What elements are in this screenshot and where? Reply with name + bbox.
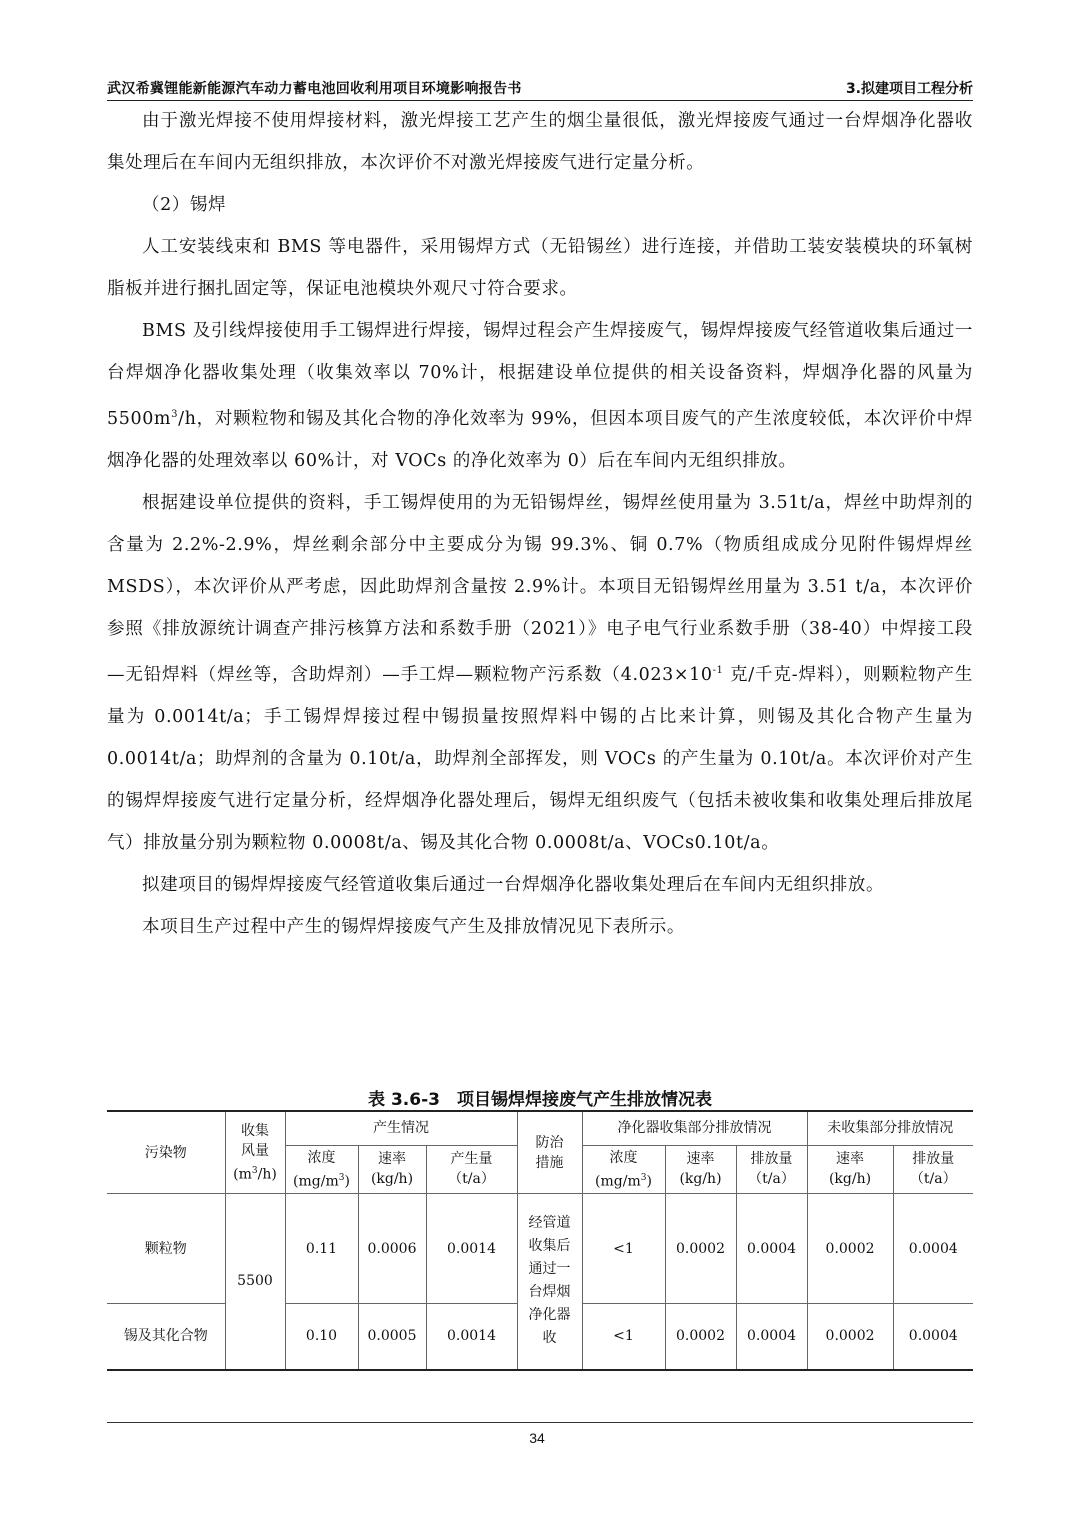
body-text bbox=[107, 100, 973, 948]
cell-purifier-rate: 0.0002 bbox=[665, 1194, 736, 1304]
header-uncollected: 未收集部分排放情况 bbox=[807, 1111, 973, 1145]
subheader-rate: 速率 (kg/h) bbox=[665, 1145, 736, 1194]
subheading-tin-soldering: （2）锡焊 bbox=[142, 195, 227, 215]
cell-uncollected-rate: 0.0002 bbox=[807, 1304, 893, 1370]
subheader-emission: 排放量 （t/a） bbox=[893, 1145, 973, 1194]
cell-uncollected-emission: 0.0004 bbox=[893, 1194, 973, 1304]
header-generation: 产生情况 bbox=[285, 1111, 517, 1145]
header-pollutant: 污染物 bbox=[107, 1111, 225, 1194]
section-title: 3.拟建项目工程分析 bbox=[845, 81, 973, 97]
cell-rate: 0.0006 bbox=[358, 1194, 426, 1304]
cell-rate: 0.0005 bbox=[358, 1304, 426, 1370]
subheader-rate: 速率 (kg/h) bbox=[807, 1145, 893, 1194]
subheader-rate: 速率 (kg/h) bbox=[358, 1145, 426, 1194]
paragraph-solder-data: 根据建设单位提供的资料，手工锡焊使用的为无铅锡焊丝，锡焊丝使用量为 3.51t/a，焊丝中助焊剂的含量为 2.2%-2.9%，焊丝剩余部分中主要成分为锡 99.3%、铜 0.7%（物质组成成分见附件锡焊焊丝 MSDS），本次评价从严考虑，因此助焊剂含量按 2.9%计。本项目无铅锡焊丝用量为 3.51 t/a，本次评价参照《排放源统计调查产排污核算方法和系数手册（2021）》电子电气行业系数手册（38-40）中焊接工段—无铅焊料（焊丝等，含助焊剂）—手工焊—颗粒物产污系数（$4.023\times 10^{-1}$ 克/千克-焊料），则颗粒物产生量为 0.0014t/a；手工锡焊焊接过程中锡损量按照焊料中锡的占比来计算，则锡及其化合物产生量为 0.0014t/a；助焊剂的含量为 0.10t/a，助焊剂全部挥发，则 VOCs 的产生量为 0.10t/a。本次评价对产生的锡焊焊接废气进行定量分析，经焊烟净化器处理后，锡焊无组织废气（包括未被收集和收集处理后排放尾气）排放量分别为颗粒物 0.0008t/a、锡及其化合物 0.0008t/a、VOCs0.10t/a。 bbox=[107, 492, 973, 853]
cell-purifier-emission: 0.0004 bbox=[736, 1194, 807, 1304]
cell-purifier-rate: 0.0002 bbox=[665, 1304, 736, 1370]
subheader-conc: 浓度 $(mg/m^3)$ bbox=[582, 1145, 665, 1194]
table-row bbox=[107, 1194, 973, 1304]
cell-purifier-conc: <1 bbox=[582, 1194, 665, 1304]
footer-divider bbox=[107, 1422, 973, 1423]
cell-measure: 经管道收集后通过一台焊烟净化器收 bbox=[517, 1194, 582, 1370]
cell-generation: 0.0014 bbox=[426, 1304, 517, 1370]
table-caption: 表 3.6-3 项目锡焊焊接废气产生排放情况表 bbox=[368, 1090, 712, 1110]
paragraph-table-intro: 本项目生产过程中产生的锡焊焊接废气产生及排放情况见下表所示。 bbox=[142, 916, 685, 937]
header-purifier: 净化器收集部分排放情况 bbox=[582, 1111, 807, 1145]
subheader-conc: 浓度 $(mg/m^3)$ bbox=[285, 1145, 358, 1194]
header-measure: 防治 措施 bbox=[517, 1111, 582, 1194]
cell-conc: 0.11 bbox=[285, 1194, 358, 1304]
subheader-emission: 排放量 （t/a） bbox=[736, 1145, 807, 1194]
cell-generation: 0.0014 bbox=[426, 1194, 517, 1304]
paragraph-manual-install: 人工安装线束和 BMS 等电器件，采用锡焊方式（无铅锡丝）进行连接，并借助工装安装模块的环氧树脂板并进行捆扎固定等，保证电池模块外观尺寸符合要求。 bbox=[107, 237, 973, 299]
cell-purifier-emission: 0.0004 bbox=[736, 1304, 807, 1370]
cell-pollutant: 颗粒物 bbox=[107, 1194, 225, 1304]
paragraph-laser-welding: 由于激光焊接不使用焊接材料，激光焊接工艺产生的烟尘量很低，激光焊接废气通过一台焊烟净化器收集处理后在车间内无组织排放，本次评价不对激光焊接废气进行定量分析。 bbox=[107, 111, 973, 173]
emission-table bbox=[107, 1110, 973, 1371]
cell-purifier-conc: <1 bbox=[582, 1304, 665, 1370]
subheader-generation: 产生量 （t/a） bbox=[426, 1145, 517, 1194]
paragraph-bms-welding: BMS 及引线焊接使用手工锡焊进行焊接，锡焊过程会产生焊接废气，锡焊焊接废气经管道收集后通过一台焊烟净化器收集处理（收集效率以 70%计，根据建设单位提供的相关设备资料，焊烟净化器的风量为 $5500m^3/h$，对颗粒物和锡及其化合物的净化效率为 99%，但因本项目废气的产生浓度较低，本次评价中焊烟净化器的处理效率以 60%计，对 VOCs 的净化效率为 0）后在车间内无组织排放。 bbox=[107, 321, 973, 471]
paragraph-collection: 拟建项目的锡焊焊接废气经管道收集后通过一台焊烟净化器收集处理后在车间内无组织排放。 bbox=[142, 874, 885, 895]
page-number: 34 bbox=[529, 1430, 545, 1446]
cell-uncollected-rate: 0.0002 bbox=[807, 1194, 893, 1304]
report-title: 武汉希冀锂能新能源汽车动力蓄电池回收利用项目环境影响报告书 bbox=[107, 81, 522, 97]
page-header bbox=[107, 78, 973, 101]
cell-conc: 0.10 bbox=[285, 1304, 358, 1370]
cell-pollutant: 锡及其化合物 bbox=[107, 1304, 225, 1370]
cell-uncollected-emission: 0.0004 bbox=[893, 1304, 973, 1370]
header-airflow: 收集 风量 $(m^3/h)$ bbox=[225, 1111, 285, 1194]
cell-airflow: 5500 bbox=[225, 1194, 285, 1370]
